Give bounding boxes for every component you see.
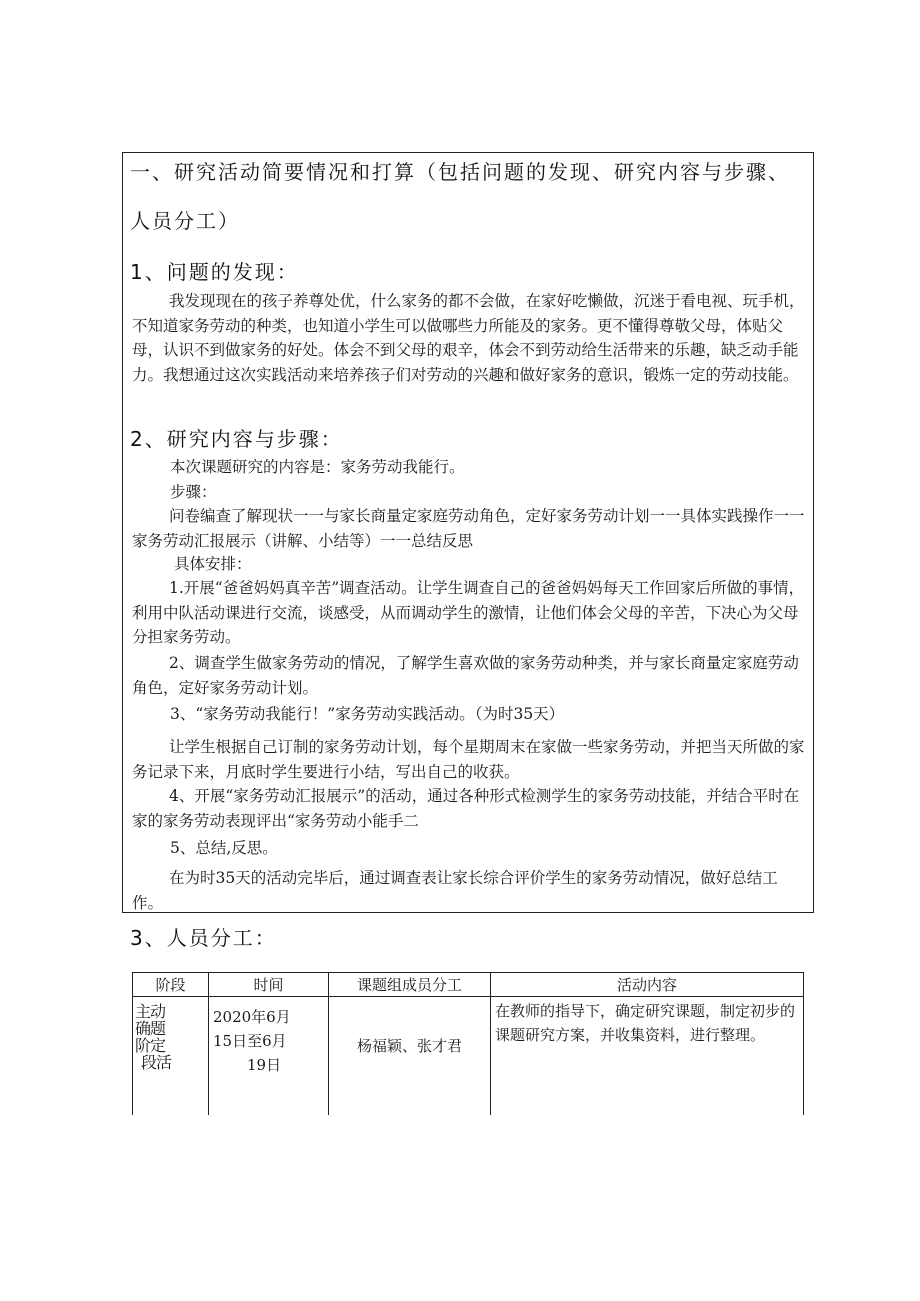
content-cell: 在教师的指导下，确定研究课题，制定初步的课题研究方案，并收集资料，进行整理。	[491, 997, 804, 1116]
section-heading-line1: 一、研究活动简要情况和打算（包括问题的发现、研究内容与步骤、	[130, 160, 790, 184]
stage-line: 阶定	[135, 1036, 166, 1055]
item-4: 4、开展“家务劳动汇报展示”的活动，通过各种形式检测学生的家务劳动技能，并结合平时在家的家务劳动表现评出“家务劳动小能手二	[132, 787, 800, 830]
header-time: 时间	[209, 973, 329, 997]
topic-line: 本次课题研究的内容是：家务劳动我能行。	[170, 458, 465, 476]
steps-label: 步骤：	[170, 483, 217, 501]
closing-paragraph: 在为时35天的活动完毕后，通过调查表让家长综合评价学生的家务劳动情况，做好总结工作。	[132, 869, 778, 912]
header-content: 活动内容	[491, 973, 804, 997]
staff-heading: 3、人员分工：	[130, 926, 277, 950]
stage-line: 确题	[135, 1019, 166, 1038]
section-heading-line2: 人员分工）	[130, 209, 240, 233]
steps-paragraph: 问卷编查了解现状一一与家长商量定家庭劳动角色，定好家务劳动计划一一具体实践操作一一家务劳动汇报展示（讲解、小结等）一一总结反思	[132, 507, 805, 550]
staff-table	[132, 972, 804, 1115]
item-1: 1.开展“爸爸妈妈真辛苦”调查活动。让学生调查自己的爸爸妈妈每天工作回家后所做的事情，利用中队活动课进行交流，谈感受，从而调动学生的激情，让他们体会父母的辛苦，下决心为父母分担家务劳动。	[132, 579, 805, 646]
item-3: 3、“家务劳动我能行！”家务劳动实践活动。（为时35天）	[170, 705, 565, 723]
time-line: 2020年6月	[213, 1008, 291, 1026]
item-2: 2、调查学生做家务劳动的情况，了解学生喜欢做的家务劳动种类，并与家长商量定家庭劳动角色，定好家务劳动计划。	[132, 654, 799, 697]
stage-line: 主动	[135, 1002, 166, 1021]
content-heading: 2、研究内容与步骤：	[130, 427, 343, 451]
table-header-row	[133, 973, 804, 997]
stage-cell	[133, 997, 209, 1116]
header-stage: 阶段	[133, 973, 209, 997]
table-row	[133, 997, 804, 1116]
time-cell	[209, 997, 329, 1116]
time-line: 19日	[247, 1056, 282, 1074]
header-members: 课题组成员分工	[329, 973, 491, 997]
members-cell: 杨福颖、张才君	[329, 997, 491, 1116]
arrangement-label: 具体安排：	[174, 555, 252, 573]
problem-paragraph: 我发现现在的孩子养尊处优，什么家务的都不会做，在家好吃懒做，沉迷于看电视、玩手机，不知道家务劳动的种类，也知道小学生可以做哪些力所能及的家务。更不懂得尊敬父母，体贴父母，认识不到做家务的好处。体会不到父母的艰辛，体会不到劳动给生活带来的乐趣，缺乏动手能力。我想通过这次实践活动来培养孩子们对劳动的兴趣和做好家务的意识，锻炼一定的劳动技能。	[132, 292, 805, 384]
time-line: 15日至6月	[213, 1032, 287, 1050]
problem-heading: 1、问题的发现：	[130, 260, 299, 284]
item-3-detail: 让学生根据自己订制的家务劳动计划，每个星期周末在家做一些家务劳动，并把当天所做的家务记录下来，月底时学生要进行小结，写出自己的收获。	[132, 738, 805, 781]
stage-line: 段活	[141, 1053, 172, 1072]
item-5: 5、总结,反思。	[170, 839, 278, 857]
